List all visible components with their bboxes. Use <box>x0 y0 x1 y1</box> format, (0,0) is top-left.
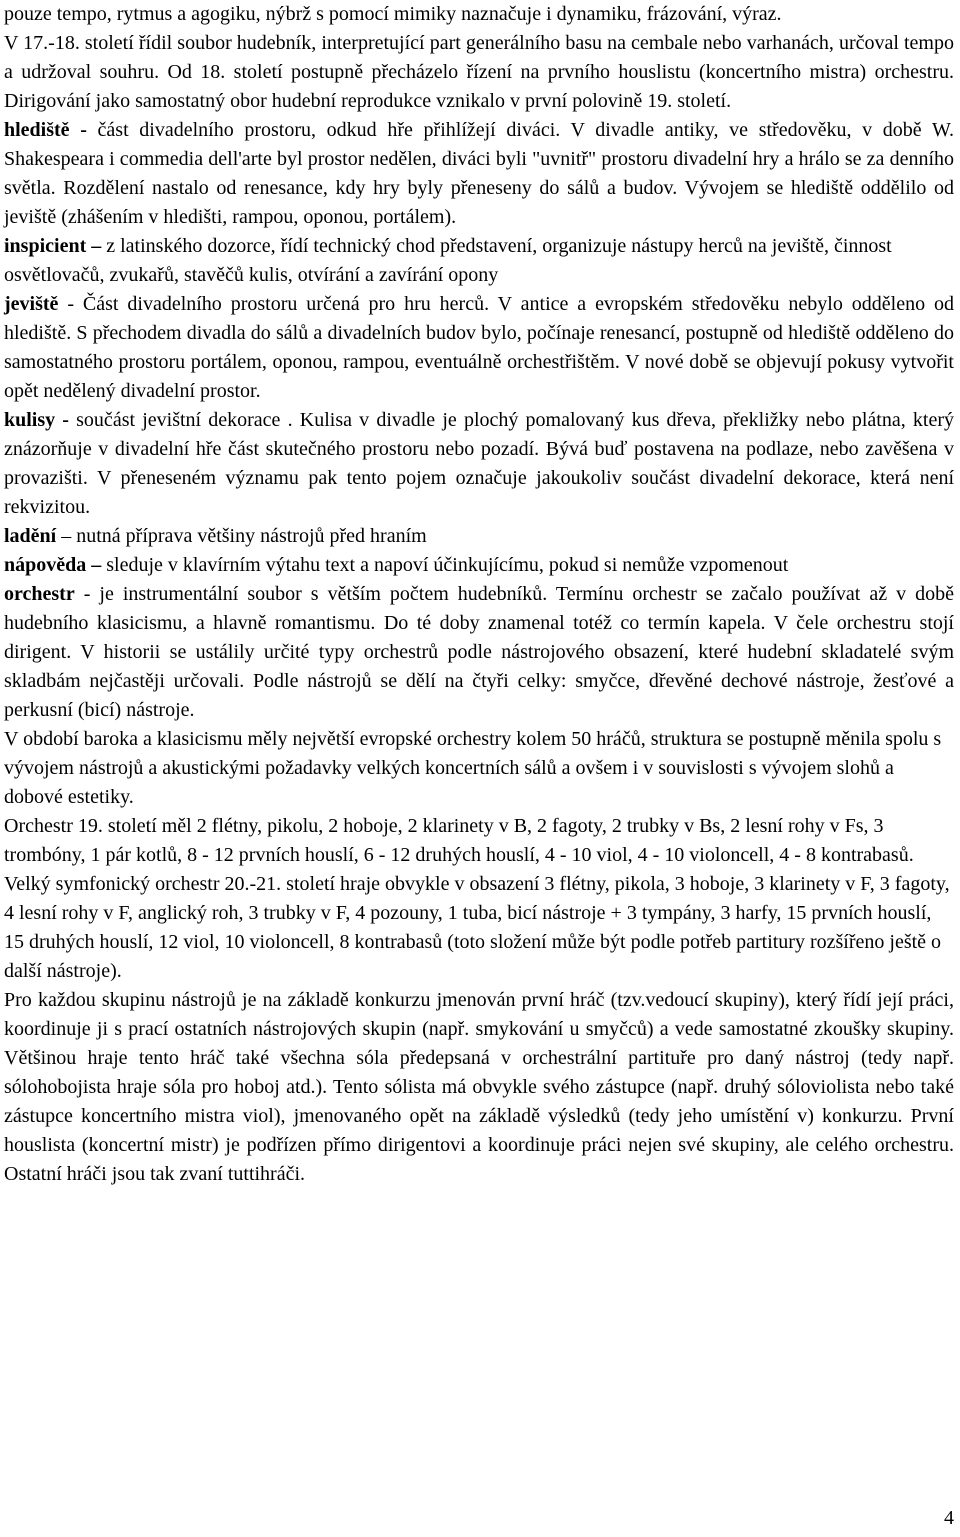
entry-definition: z latinského dozorce, řídí technický chod představení, organizuje nástupy herců na jeviště, činnost osvětlovačů, zvukařů, stavěčů kulis, otvírání a zavírání opony <box>4 235 892 286</box>
document-page <box>4 0 954 1189</box>
entry-definition: část divadelního prostoru, odkud hře přihlížejí diváci. V divadle antiky, ve středověku, v době W. Shakespeara i commedia dell'arte byl prostor nedělen, diváci byli "uvnitř" prostoru divadelní hry a hrálo se za denního světla. Rozdělení nastalo od renesance, kdy hry byly přeneseny do sálů a budov. Vývojem se hlediště oddělilo od jeviště (zhášením v hledišti, rampou, oponou, portálem). <box>4 119 954 228</box>
entry-inspicient <box>4 232 954 290</box>
entry-definition: sleduje v klavírním výtahu text a napoví účinkujícímu, pokud si nemůže vzpomenout <box>101 554 789 576</box>
paragraph-text: Orchestr 19. století měl 2 flétny, pikolu, 2 hoboje, 2 klarinety v B, 2 fagoty, 2 trubky v Bs, 2 lesní rohy v Fs, 3 trombóny, 1 pár kotlů, 8 - 12 prvních houslí, 6 - 12 druhých houslí, 4 - 10 viol, 4 - 10 violoncell, 4 - 8 kontrabasů. <box>4 815 914 866</box>
entry-kulisy <box>4 406 954 522</box>
paragraph-text: V období baroka a klasicismu měly největší evropské orchestry kolem 50 hráčů, struktura se postupně měnila spolu s vývojem nástrojů a akustickými požadavky velkých koncertních sálů a ovšem i v souvislosti s vývojem slohů a dobové estetiky. <box>4 728 942 808</box>
entry-orchestr <box>4 580 954 725</box>
entry-definition: – nutná příprava většiny nástrojů před hraním <box>56 525 427 547</box>
paragraph-text: pouze tempo, rytmus a agogiku, nýbrž s pomocí mimiky naznačuje i dynamiku, frázování, výraz. <box>4 3 782 25</box>
paragraph-baroque-orchestras <box>4 725 954 812</box>
paragraph-modern-symphony-orchestra <box>4 870 954 986</box>
paragraph-text: Velký symfonický orchestr 20.-21. století hraje obvykle v obsazení 3 flétny, pikola, 3 hoboje, 3 klarinety v F, 3 fagoty, 4 lesní rohy v F, anglický roh, 3 trubky v F, 4 pozouny, 1 tuba, bicí nástroje + 3 tympány, 3 harfy, 15 prvních houslí, 15 druhých houslí, 12 viol, 10 violoncell, 8 kontrabasů (toto složení může být podle potřeb partitury rozšířeno ještě o další nástroje). <box>4 873 950 982</box>
page-number: 4 <box>944 1507 954 1529</box>
paragraph-intro-continued <box>4 0 954 29</box>
entry-definition: - Část divadelního prostoru určená pro hru herců. V antice a evropském středověku nebylo odděleno od hlediště. S přechodem divadla do sálů a divadelních budov bylo, počínaje renesancí, postupně od hlediště odděleno do samostatného prostoru portálem, oponou, rampou, eventuálně orchestřištěm. V nové době se objevují pokusy vytvořit opět nedělený divadelní prostor. <box>4 293 954 402</box>
paragraph-text: V 17.-18. století řídil soubor hudebník, interpretující part generálního basu na cembale nebo varhanách, určoval tempo a udržoval souhru. Od 18. století postupně přecházelo řízení na prvního houslistu (koncertního mistra) orchestru. Dirigování jako samostatný obor hudební reprodukce vznikalo v první polovině 19. století. <box>4 32 954 112</box>
paragraph-text: Pro každou skupinu nástrojů je na základě konkurzu jmenován první hráč (tzv.vedoucí skupiny), který řídí její práci, koordinuje ji s prací ostatních nástrojových skupin (např. smykování u smyčců) a vede samostatné zkoušky skupiny. Většinou hraje tento hráč také všechna sóla předepsaná v orchestrální partituře pro daný nástroj (tedy např. sólohobojista hraje sóla pro hoboj atd.). Tento sólista má obvykle svého zástupce (např. druhý sóloviolista nebo také zástupce koncertního mistra viol), jmenovaného opět na základě výsledků (tedy jeho umístění v) konkurzu. První houslista (koncertní mistr) je podřízen přímo dirigentovi a koordinuje práci nejen své skupiny, ale celého orchestru. Ostatní hráči jsou tak zvaní tuttihráči. <box>4 989 954 1185</box>
entry-term: jeviště <box>4 293 59 315</box>
paragraph-19th-century-orchestra <box>4 812 954 870</box>
entry-term: hlediště - <box>4 119 87 141</box>
entry-jeviste <box>4 290 954 406</box>
entry-term: kulisy - <box>4 409 69 431</box>
entry-term: orchestr <box>4 583 75 605</box>
entry-definition: součást jevištní dekorace . Kulisa v divadle je plochý pomalovaný kus dřeva, překližky nebo plátna, který znázorňuje v divadelní hře část skutečného prostoru nebo pozadí. Bývá buď postavena na podlaze, nebo zavěšena v provazišti. V přeneseném významu pak tento pojem označuje jakoukoliv součást divadelní dekorace, která není rekvizitou. <box>4 409 955 518</box>
entry-hlediste <box>4 116 954 232</box>
entry-term: nápověda – <box>4 554 102 576</box>
paragraph-conducting-history <box>4 29 954 116</box>
entry-term: ladění <box>4 525 57 547</box>
entry-napoveda <box>4 551 954 580</box>
entry-term: inspicient – <box>4 235 102 257</box>
entry-ladeni <box>4 522 954 551</box>
paragraph-section-leaders <box>4 986 954 1189</box>
entry-definition: - je instrumentální soubor s větším počtem hudebníků. Termínu orchestr se začalo používat až v době hudebního klasicismu, a hlavně romantismu. Do té doby znamenal totéž co termín kapela. V čele orchestru stojí dirigent. V historii se ustálily určité typy orchestrů podle nástrojového obsazení, které hudební skladatelé svým skladbám nejčastěji určovali. Podle nástrojů se dělí na čtyři celky: smyčce, dřevěné dechové nástroje, žesťové a perkusní (bicí) nástroje. <box>4 583 954 721</box>
